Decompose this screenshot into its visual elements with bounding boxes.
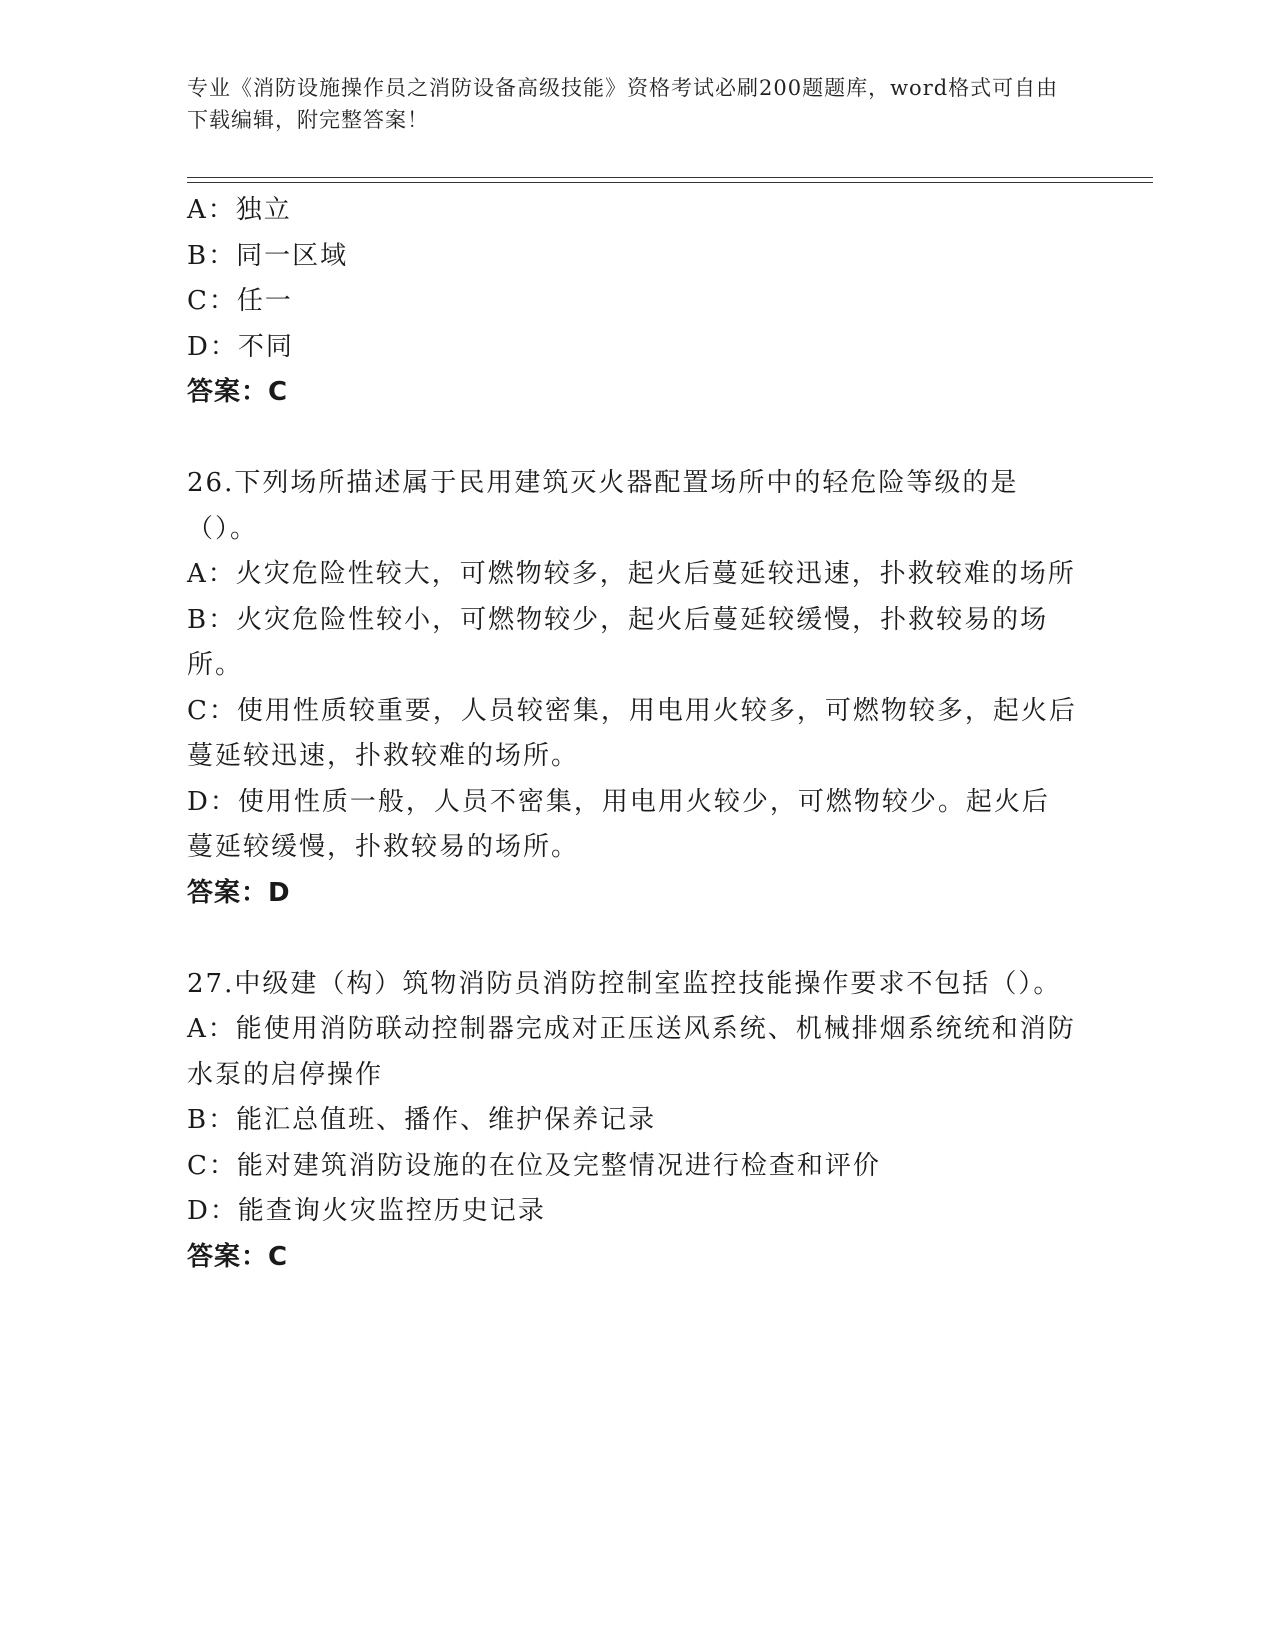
q26-option-a: A：火灾危险性较大，可燃物较多，起火后蔓延较迅速，扑救较难的场所 [187, 559, 1076, 589]
q27-option-a: A：能使用消防联动控制器完成对正压送风系统、机械排烟系统统和消防水泵的启停操作 [187, 1014, 1076, 1090]
q26-stem: 26.下列场所描述属于民用建筑灭火器配置场所中的轻危险等级的是（）。 [187, 468, 1019, 544]
question-content [187, 188, 1077, 1280]
q25-answer: 答案：C [187, 377, 289, 407]
question-26 [187, 461, 1077, 916]
header-title: 专业《消防设施操作员之消防设备高级技能》资格考试必刷200题题库，word格式可自由下载编辑，附完整答案！ [187, 76, 1059, 132]
spacer [187, 416, 1077, 462]
q26-option-b: B：火灾危险性较小，可燃物较少，起火后蔓延较缓慢，扑救较易的场所。 [187, 604, 1049, 680]
q27-stem: 27.中级建（构）筑物消防员消防控制室监控技能操作要求不包括（）。 [187, 968, 1062, 999]
q27-option-b: B：能汇总值班、播作、维护保养记录 [187, 1105, 657, 1135]
question-25 [187, 188, 1077, 416]
spacer [187, 916, 1077, 962]
header-rule-bottom [187, 182, 1153, 183]
q27-option-c: C：能对建筑消防设施的在位及完整情况进行检查和评价 [187, 1150, 881, 1181]
question-27 [187, 962, 1077, 1281]
q26-answer: 答案：D [187, 877, 291, 908]
q27-answer: 答案：C [187, 1241, 289, 1272]
q26-option-d: D：使用性质一般，人员不密集，用电用火较少，可燃物较少。起火后蔓延较缓慢，扑救较易的场所。 [187, 786, 1050, 862]
header-rule-top [187, 177, 1153, 178]
q25-option-d: D：不同 [187, 331, 294, 362]
q27-option-d: D：能查询火灾监控历史记录 [187, 1196, 546, 1226]
q25-option-c: C：任一 [187, 286, 293, 316]
document-header [187, 72, 1067, 136]
q25-option-a: A：独立 [187, 195, 292, 225]
q25-option-b: B：同一区域 [187, 240, 349, 271]
q26-option-c: C：使用性质较重要，人员较密集，用电用火较多，可燃物较多，起火后蔓延较迅速，扑救较难的场所。 [187, 695, 1077, 771]
